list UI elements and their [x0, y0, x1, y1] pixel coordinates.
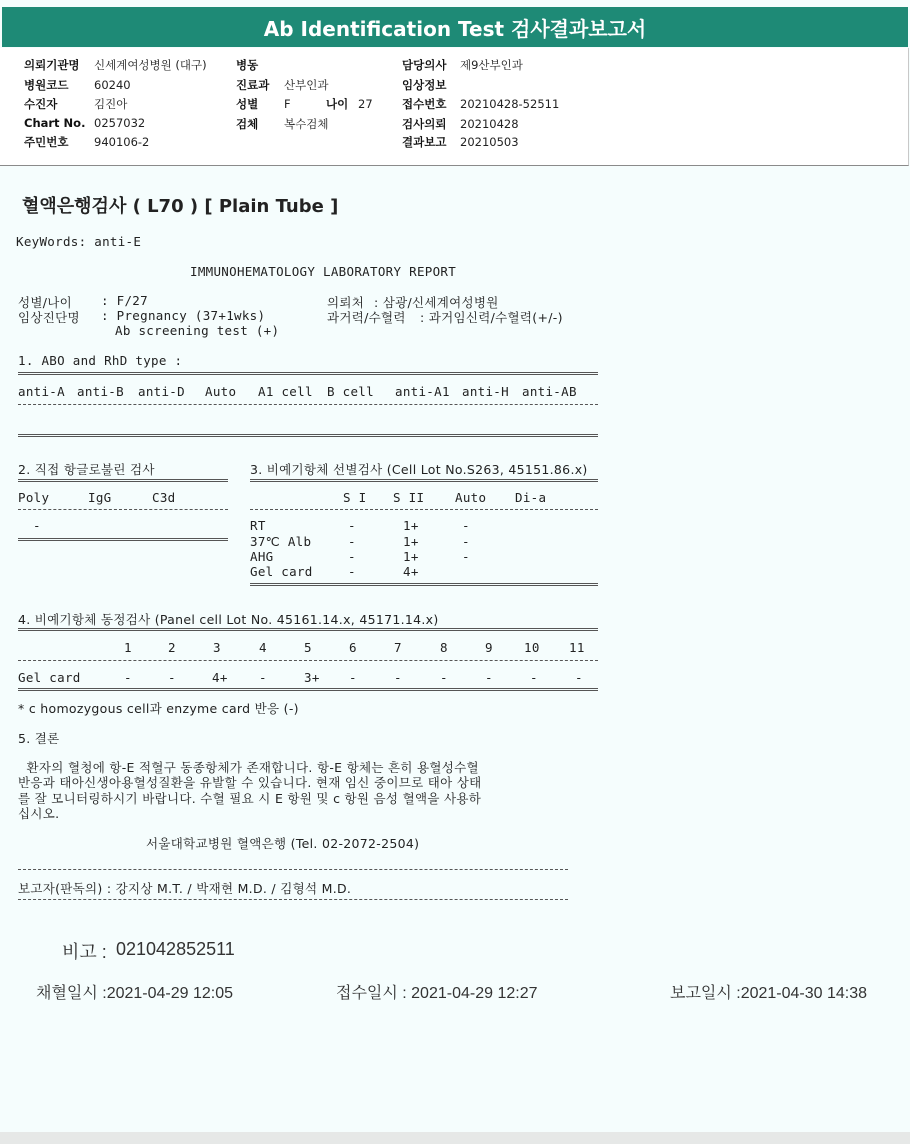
screening-cell: -	[348, 518, 356, 533]
screening-cell: 4+	[403, 564, 419, 579]
keywords: KeyWords: anti-E	[16, 234, 142, 249]
screening-title: 3. 비예기항체 선별검사 (Cell Lot No.S263, 45151.86.x)	[250, 462, 588, 477]
screening-cell: -	[348, 534, 356, 549]
panel-cell: -	[168, 670, 176, 685]
panel-col: 1	[124, 640, 132, 655]
panel-note: * c homozygous cell과 enzyme card 반응 (-)	[18, 701, 299, 716]
abo-col-anti-b: anti-B	[77, 384, 124, 399]
sex-age-value: : F/27	[101, 293, 148, 308]
patient-info-panel	[0, 48, 909, 166]
report-header: IMMUNOHEMATOLOGY LABORATORY REPORT	[190, 264, 457, 279]
panel-col: 8	[440, 640, 448, 655]
divider	[18, 899, 568, 900]
panel-col: 9	[485, 640, 493, 655]
info-row-sex: 성별 F 나이 27	[236, 97, 373, 111]
divider	[18, 869, 568, 870]
screening-row-label: RT	[250, 518, 266, 533]
dat-value: -	[33, 518, 41, 533]
conclusion-title: 5. 결론	[18, 731, 60, 746]
diagnosis-label: 임상진단명	[18, 310, 80, 325]
panel-cell: 3+	[304, 670, 320, 685]
divider	[18, 660, 598, 661]
screening-cell: -	[348, 549, 356, 564]
remark-label: 비고 :	[62, 942, 107, 962]
panel-row-label: Gel card	[18, 670, 81, 685]
divider	[18, 538, 228, 541]
panel-cell: -	[530, 670, 538, 685]
screening-cell: 1+	[403, 518, 419, 533]
info-row-ward: 병동	[236, 58, 259, 72]
info-row-request-date: 검사의뢰 20210428	[402, 117, 519, 131]
diagnosis-value-2: Ab screening test (+)	[115, 323, 280, 338]
blood-bank-contact: 서울대학교병원 혈액은행 (Tel. 02-2072-2504)	[146, 836, 420, 851]
info-row-clinical-info: 임상정보	[402, 78, 447, 92]
screening-col-s2: S II	[393, 490, 425, 505]
abo-col-b-cell: B cell	[327, 384, 374, 399]
abo-col-anti-h: anti-H	[462, 384, 509, 399]
divider	[18, 434, 598, 437]
sex-age-label: 성별/나이	[18, 295, 73, 310]
panel-col: 4	[259, 640, 267, 655]
info-row-id-number: 주민번호 940106-2	[24, 135, 150, 149]
client-value: : 삼광/신세계여성병원	[374, 295, 499, 310]
panel-col: 2	[168, 640, 176, 655]
divider	[18, 372, 598, 375]
panel-col: 10	[524, 640, 540, 655]
dat-col-poly: Poly	[18, 490, 50, 505]
conclusion-line: 십시오.	[18, 806, 60, 821]
panel-col: 11	[569, 640, 585, 655]
info-row-specimen: 검체 복수검체	[236, 117, 329, 131]
info-row-receipt-no: 접수번호 20210428-52511	[402, 97, 560, 111]
panel-col: 3	[213, 640, 221, 655]
screening-col-s1: S I	[343, 490, 367, 505]
panel-col: 7	[394, 640, 402, 655]
divider	[250, 479, 598, 482]
abo-title: 1. ABO and RhD type :	[18, 353, 183, 368]
screening-cell: 1+	[403, 534, 419, 549]
client-label: 의뢰처	[327, 295, 365, 310]
diagnosis-value: : Pregnancy (37+1wks)	[101, 308, 266, 323]
panel-cell: 4+	[212, 670, 228, 685]
abo-col-anti-ab: anti-AB	[522, 384, 577, 399]
remark-value: 021042852511	[116, 939, 235, 959]
dat-col-c3d: C3d	[152, 490, 176, 505]
panel-cell: -	[259, 670, 267, 685]
panel-cell: -	[349, 670, 357, 685]
divider	[18, 479, 228, 482]
abo-col-anti-a1: anti-A1	[395, 384, 450, 399]
reporters: 보고자(판독의) : 강지상 M.T. / 박재현 M.D. / 김형석 M.D.	[18, 881, 352, 896]
panel-title: 4. 비예기항체 동정검사 (Panel cell Lot No. 45161.14.x, 45171.14.x)	[18, 612, 439, 627]
screening-cell: -	[462, 518, 470, 533]
conclusion-line: 를 잘 모니터링하시기 바랍니다. 수혈 필요 시 E 항원 및 c 항원 음성 혈액을 사용하	[18, 791, 482, 806]
draw-datetime: 채혈일시 :2021-04-29 12:05	[36, 985, 234, 1002]
report-title: Ab Identification Test 검사결과보고서	[2, 7, 908, 47]
info-row-institution: 의뢰기관명 신세계여성병원 (대구)	[24, 58, 207, 72]
screening-row-label: Gel card	[250, 564, 313, 579]
info-row-report-date: 결과보고 20210503	[402, 135, 519, 149]
panel-cell: -	[440, 670, 448, 685]
divider	[250, 583, 598, 586]
abo-col-anti-d: anti-D	[138, 384, 185, 399]
divider	[18, 688, 598, 691]
info-row-doctor: 담당의사 제9산부인과	[402, 58, 523, 72]
conclusion-line: 환자의 혈청에 항-E 적혈구 동종항체가 존재합니다. 항-E 항체는 흔히 용혈성수혈	[18, 760, 479, 775]
abo-col-anti-a: anti-A	[18, 384, 65, 399]
panel-cell: -	[124, 670, 132, 685]
screening-col-auto: Auto	[455, 490, 487, 505]
divider	[18, 628, 598, 631]
screening-row-label: AHG	[250, 549, 274, 564]
screening-cell: 1+	[403, 549, 419, 564]
history-label: 과거력/수혈력	[327, 310, 406, 325]
divider	[250, 509, 598, 510]
horizontal-scrollbar[interactable]	[0, 1132, 910, 1144]
screening-cell: -	[462, 534, 470, 549]
panel-col: 6	[349, 640, 357, 655]
info-row-hospital-code: 병원코드 60240	[24, 78, 131, 92]
abo-col-auto: Auto	[205, 384, 237, 399]
receipt-datetime: 접수일시 : 2021-04-29 12:27	[336, 985, 538, 1002]
info-row-department: 진료과 산부인과	[236, 78, 329, 92]
screening-cell: -	[462, 549, 470, 564]
dat-col-igg: IgG	[88, 490, 112, 505]
panel-cell: -	[575, 670, 583, 685]
panel-cell: -	[485, 670, 493, 685]
screening-cell: -	[348, 564, 356, 579]
panel-cell: -	[394, 670, 402, 685]
screening-col-dia: Di-a	[515, 490, 547, 505]
info-row-patient: 수진자 김진아	[24, 97, 128, 111]
report-datetime: 보고일시 :2021-04-30 14:38	[670, 985, 868, 1002]
dat-title: 2. 직접 항글로불린 검사	[18, 462, 155, 477]
abo-col-a1-cell: A1 cell	[258, 384, 313, 399]
screening-row-label: 37℃ Alb	[250, 534, 312, 549]
panel-col: 5	[304, 640, 312, 655]
history-value: : 과거임신력/수혈력(+/-)	[420, 310, 563, 325]
divider	[18, 509, 228, 510]
section-title: 혈액은행검사 ( L70 ) [ Plain Tube ]	[22, 196, 339, 217]
conclusion-line: 반응과 태아신생아용혈성질환을 유발할 수 있습니다. 현재 임신 중이므로 태아 상태	[18, 775, 482, 790]
divider	[18, 404, 598, 405]
info-row-chart-no: Chart No. 0257032	[24, 116, 146, 130]
